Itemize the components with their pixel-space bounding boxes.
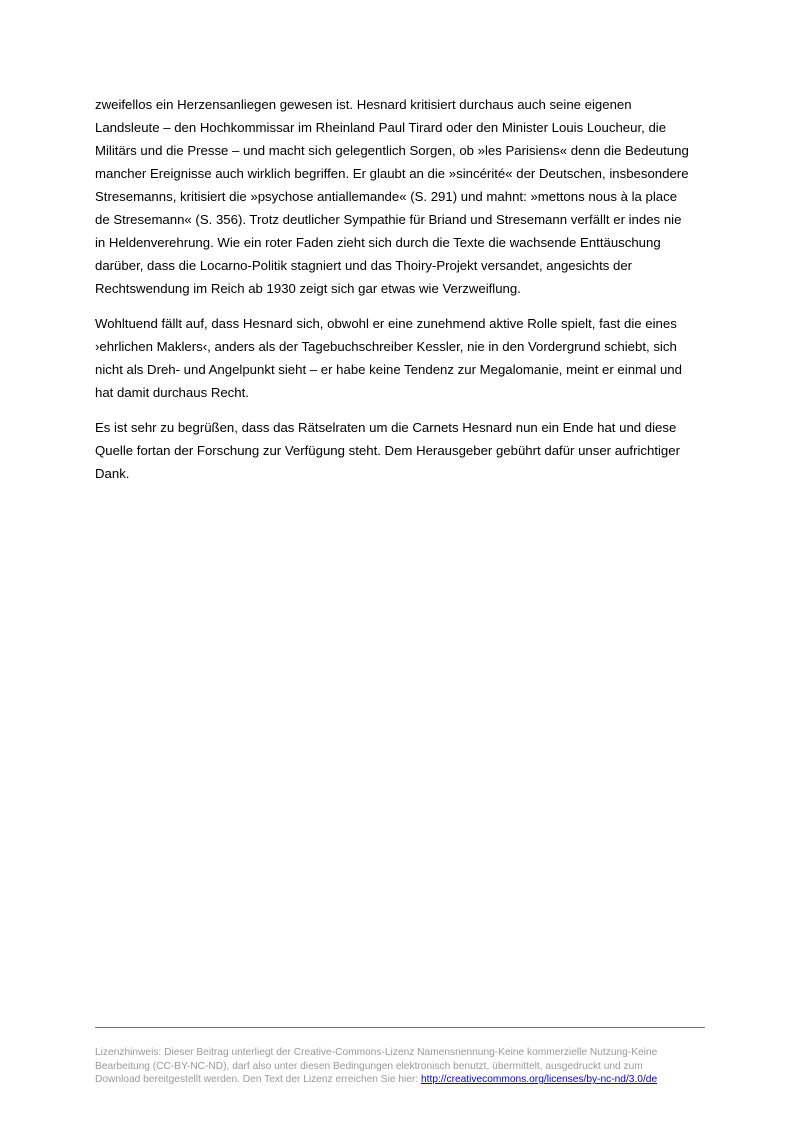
text-line: nicht als Dreh- und Angelpunkt sieht – er habe keine Tendenz zur Megalomanie, meint er einmal und <box>95 362 682 377</box>
text-line: in Heldenverehrung. Wie ein roter Faden zieht sich durch die Texte die wachsende Enttäuschung <box>95 235 661 250</box>
paragraph-1 <box>95 93 705 300</box>
text-line: hat damit durchaus Recht. <box>95 385 249 400</box>
paragraph-3 <box>95 416 705 485</box>
text-line: zweifellos ein Herzensanliegen gewesen ist. Hesnard kritisiert durchaus auch seine eigenen <box>95 97 632 112</box>
text-line: Quelle fortan der Forschung zur Verfügung steht. Dem Herausgeber gebührt dafür unser aufrichtiger <box>95 443 680 458</box>
text-line: Landsleute – den Hochkommissar im Rheinland Paul Tirard oder den Minister Louis Loucheur, die <box>95 120 667 135</box>
license-line <box>95 1073 705 1087</box>
text-line: Wohltuend fällt auf, dass Hesnard sich, obwohl er eine zunehmend aktive Rolle spielt, fast die eines <box>95 316 677 331</box>
text-line: Militärs und die Presse – und macht sich gelegentlich Sorgen, ob »les Parisiens« denn die Bedeutung <box>95 143 689 158</box>
text-line: Es ist sehr zu begrüßen, dass das Rätselraten um die Carnets Hesnard nun ein Ende hat und diese <box>95 420 677 435</box>
text-line: darüber, dass die Locarno-Politik stagniert und das Thoiry-Projekt versandet, angesichts der <box>95 258 633 273</box>
license-note <box>95 1046 705 1087</box>
article-body <box>95 93 705 497</box>
license-link[interactable]: http://creativecommons.org/licenses/by-nc-nd/3.0/de <box>421 1074 658 1085</box>
license-line: Bearbeitung (CC-BY-NC-ND), darf also unter diesen Bedingungen elektronisch benutzt, übermittelt, ausgedruckt und zum <box>95 1060 643 1072</box>
text-line: mancher Ereignisse auch wirklich begriffen. Er glaubt an die »sincérité« der Deutschen, insbesondere <box>95 166 689 181</box>
text-line: de Stresemann« (S. 356). Trotz deutlicher Sympathie für Briand und Stresemann verfällt er indes nie <box>95 212 682 227</box>
text-line: Rechtswendung im Reich ab 1930 zeigt sich gar etwas wie Verzweiflung. <box>95 281 521 296</box>
license-line-prefix: Download bereitgestellt werden. Den Text der Lizenz erreichen Sie hier: <box>95 1074 421 1085</box>
license-line: Lizenzhinweis: Dieser Beitrag unterliegt der Creative-Commons-Lizenz Namensnennung-Keine kommerzielle Nutzung-Keine <box>95 1047 658 1058</box>
text-line: ›ehrlichen Maklers‹, anders als der Tagebuchschreiber Kessler, nie in den Vordergrund schiebt, sich <box>95 339 677 354</box>
text-line: Stresemanns, kritisiert die »psychose antiallemande« (S. 291) und mahnt: »mettons nous à la place <box>95 189 678 204</box>
text-line: Dank. <box>95 466 130 481</box>
footer-divider <box>95 1027 705 1028</box>
license-footer <box>95 1027 705 1087</box>
paragraph-2 <box>95 312 705 404</box>
